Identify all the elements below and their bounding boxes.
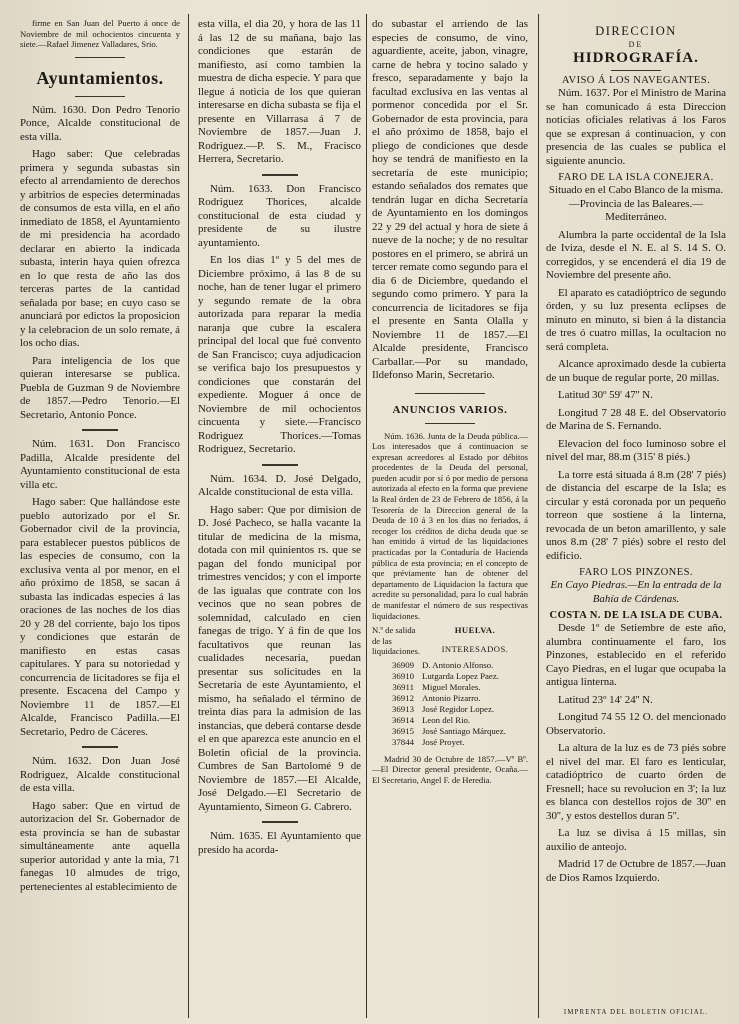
- printer-imprint: IMPRENTA DEL BOLETIN OFICIAL.: [563, 1009, 709, 1016]
- faro-conejera-elevation: Elevacion del foco luminoso sobre el nivel del mar, 88.m (315' 8 piés.): [546, 437, 726, 463]
- row-name: D. Antonio Alfonso.: [422, 659, 494, 670]
- faro-conejera-tower: La torre está situada á 8.m (28' 7 piés) de distancia del escarpe de la Isla; es circular y está coronada por un pequeño torreon que sostiene á la linterna, revocada de un beton amarillento, y sale unos 8.m (28' 7 piés) sobre el resto del edificio.: [546, 468, 726, 562]
- faro-conejera-heading: FARO DE LA ISLA CONEJERA.: [558, 172, 714, 183]
- row-name: José Regidor Lopez.: [422, 703, 495, 714]
- faro-pinzones-location: En Cayo Piedras.—En la entrada de la Bahía de Cárdenas.: [550, 579, 722, 605]
- row-number: 36912: [392, 692, 414, 703]
- row-name: Miguel Morales.: [422, 681, 481, 692]
- faro-pinzones-range: La luz se divisa á 15 millas, sin auxilio de anteojo.: [546, 827, 726, 853]
- notice-1637-body: Núm. 1637. Por el Ministro de Marina se han comunicado á esta Direccion noticias oficiales relativas á los Faros que se expresan á continuacion, y con presencia de las cuales se publica el siguiente anuncio.: [546, 87, 726, 167]
- notice-1633-heading: Núm. 1633. Don Francisco Rodriguez Thorices, alcalde constitucional de esta ciudad y presidente de su ilustre ayuntamiento.: [198, 182, 361, 249]
- costa-cuba-heading: COSTA N. DE LA ISLA DE CUBA.: [549, 610, 723, 621]
- row-name: Lutgarda Lopez Paez.: [422, 670, 499, 681]
- column-header-number: N.º de salida de las liquidaciones.: [372, 625, 420, 657]
- faro-conejera-p2: El aparato es catadióptrico de segundo órden, y su luz presenta eclipses de minuto en minuto, si bien á la distancia de tres ó cuatro millas, la ocultacion no será completa.: [546, 286, 726, 353]
- divider: [82, 429, 118, 431]
- table-row: [372, 737, 510, 748]
- table-row: [372, 660, 510, 671]
- divider: [262, 174, 298, 176]
- notice-1630-body: Hago saber: Que celebradas primera y segunda subastas sin efecto al arrendamiento de derechos y arbitrios de especies determinadas de consumos de esta villa, en el año inmediato de 1858, el Ayuntamiento de mi presidencia ha acordado declarar en abierto la indicada subasta, interin haya quien ofrezca en lo que resta de año las dos terceras partes de la cantidad señalada por base; en cuyo caso se anunciará por edictos la proposicion y la celebracion de un solo remate, á los ocho dias.: [20, 148, 180, 350]
- faro-conejera-longitude: Longitud 7 28 48 E. del Observatorio de Marina de S. Fernando.: [546, 406, 726, 432]
- notice-1636-closing: Madrid 30 de Octubre de 1857.—Vº Bº.—El Director general presidente, Ocaña.—El Secretario, Angel F. de Heredia.: [372, 753, 528, 785]
- table-row: [372, 715, 510, 726]
- notice-1630-heading: Núm. 1630. Don Pedro Tenorio Ponce, Alcalde constitucional de esta villa.: [20, 103, 180, 143]
- divider: [425, 423, 475, 424]
- list-header-right: [422, 625, 528, 657]
- divider: [82, 746, 118, 748]
- notice-1631-body: Hago saber: Que hallándose este pueblo autorizado por el Sr. Gobernador civil de la provincia, para establecer puestos públicos de las especies de consumo, con la exclusiva venta al por menor, en el año próximo de 1858, se sacan á subasta las indicadas especies á las oraciones de las noches de los dias 20 y 28 del corriente, bajo los tipos y condiciones que estarán de manifiesto en estas casas capitulares. Y para su notoriedad y concurrencia de licitadores se fija el presente. Escacena del Campo y Noviembre 11 de 1857.—El Alcalde, Francisco Padilla.—El Secretario, Pedro de Cáceres.: [20, 496, 180, 738]
- hidrografia-heading: HIDROGRAFÍA.: [573, 50, 699, 66]
- direccion-heading: DIRECCION: [595, 24, 677, 38]
- divider: [262, 464, 298, 466]
- notice-1631-heading: Núm. 1631. Don Francisco Padilla, Alcalde presidente del Ayuntamiento constitucional de esta villa etc.: [20, 438, 180, 491]
- faro-pinzones-signature: Madrid 17 de Octubre de 1857.—Juan de Dios Ramos Izquierdo.: [546, 858, 726, 884]
- divider: [75, 96, 125, 97]
- interesados-table: [372, 660, 510, 748]
- section-title-ayuntamientos: Ayuntamientos.: [36, 67, 164, 88]
- table-row: [372, 704, 510, 715]
- faro-pinzones-p1: Desde 1º de Setiembre de este año, alumbra continuamente el faro, los Pinzones, establecido en el referido Cayo Piedras, en el lugar que ocupaba la antigua linterna.: [546, 622, 726, 688]
- faro-pinzones-heading: FARO LOS PINZONES.: [579, 567, 693, 578]
- row-number: 36915: [392, 725, 414, 736]
- column-rule: [188, 14, 189, 1018]
- notice-1632-body: Hago saber: Que en virtud de autorizacion del Sr. Gobernador de esta provincia se han de subastar simultáneamente ante aquella superior autoridad y ante la mia, 71 fanegas 10 almudes de trigo, pertenecientes al establecimiento de: [20, 799, 180, 893]
- de-heading: DE: [628, 40, 644, 49]
- faro-pinzones-latitude: Latitud 23º 14' 24'' N.: [558, 693, 653, 706]
- row-name: José Santiago Márquez.: [422, 725, 506, 736]
- table-row: [372, 726, 510, 737]
- table-row: [372, 671, 510, 682]
- section-title-anuncios: ANUNCIOS VARIOS.: [392, 403, 508, 416]
- column-3: [372, 18, 528, 1014]
- column-1: [20, 18, 180, 1014]
- table-row: [372, 682, 510, 693]
- row-name: Leon del Rio.: [422, 714, 471, 725]
- divider: [611, 70, 661, 71]
- aviso-heading: AVISO Á LOS NAVEGANTES.: [561, 75, 711, 86]
- huelva-label: HUELVA.: [454, 625, 496, 636]
- divider: [262, 821, 298, 823]
- notice-1632-heading: Núm. 1632. Don Juan José Rodriguez, Alcalde constitucional de esta villa.: [20, 755, 180, 795]
- faro-conejera-p3: Alcance aproximado desde la cubierta de un buque de regular porte, 20 millas.: [546, 358, 726, 384]
- notice-1633-body: En los dias 1º y 5 del mes de Diciembre próximo, á las 8 de su noche, han de tener lugar el primero y segundo remate de la obra autorizada para reparar la media naranja que cubre la escalera principal del local que fué convento de San Francisco; cuya adjudicacion se verifica bajo los presupuestos y condiciones que constarán del expediente. Moguer á once de Noviembre de mil ochocientos cincuenta y siete.—Francisco Rodriguez Thorices.—Tomas Rodriguez, Secretario.: [198, 254, 361, 455]
- divider: [415, 393, 485, 394]
- list-header: [372, 625, 528, 657]
- notice-1635-continued: do subastar el arriendo de las especies de consumo, de vino, aguardiente, aceite, jabon, vinagre, carne de hebra y tocino salado y fresco, separadamente y bajo la facultad exclusiva en las ventas al pormenor concedida por el Sr. Gobernador de esta provincia, para el año próximo de 1858, bajo el pliego de condiciones que desde hoy se tendrá de manifiesto en la secretaría de este municipio; estando señalados dos remates que tendrán lugar en dicha Secretaría de Ayuntamiento en los domingos 22 y 29 del actual y hora de siete á nueve de la noche; y de no resultar postores en el primero, se abrirá un tercer remate como segundo para el dia 6 de Diciembre, quedando el segundo como primero. Y para la concurrencia de licitadores se fija el presente en Santa Olalla y Noviembre 11 de 1857.—El Alcalde presidente, Francisco Carballar.—Por su mandado, Ildefonso Marin, Secretario.: [372, 18, 528, 381]
- row-number: 36914: [392, 714, 414, 725]
- faro-pinzones-longitude: Longitud 74 55 12 O. del mencionado Observatorio.: [546, 711, 726, 737]
- faro-conejera-p1: Alumbra la parte occidental de la Isla de Iviza, desde el N. E. al S. 14 S. O. corregidos, y se encenderá el dia 19 de Noviembre del presente año.: [546, 228, 726, 281]
- column-header-interesados: INTERESADOS.: [441, 643, 509, 654]
- row-name: José Proyet.: [422, 736, 465, 747]
- notice-1634-body: Hago saber: Que por dimision de D. José Pacheco, se halla vacante la titular de medicina de la misma, dotada con mil quinientos rs. que se pagan del fondo municipal por trimestres vencidos; y con el importe de las igualas que contrate con los vecinos que no sean pobres de solemnidad, calculado en cien fanegas de trigo. Y á fin de que los facultativos que reunan las cualidades necesaria, puedan presentar sus solicitudes en la Secretaría de este Ayuntamiento, el mismo, ha señalado el término de treinta dias para la admision de las instancias, que deberá contarse desde el en que aparezca este anuncio en el Boletin oficial de la provincia. Cumbres de San Bartolomé 9 de Noviembre de 1857.—El Alcalde, José Delgado.—El Secretario de Ayuntamiento, Simeon G. Cabrero.: [198, 503, 361, 813]
- faro-conejera-latitude: Latitud 30º 59' 47'' N.: [558, 389, 653, 401]
- row-number: 37844: [392, 736, 414, 747]
- notice-1630-closing: Para inteligencia de los que quieran interesarse se publica. Puebla de Guzman 9 de Noviembre de 1857.—Pedro Tenorio.—El Secretario, Antonio Ponce.: [20, 354, 180, 421]
- faro-pinzones-height: La altura de la luz es de 73 piés sobre el nivel del mar. El faro es lenticular, catadióptrico de cuarto órden de Fresnell; hace su revolucion en 3'; la luz es blanca con destellos rojos de 30'' en 30'', y estos destellos duran 5''.: [546, 742, 726, 822]
- intro-text: firme en San Juan del Puerto á once de Noviembre de mil ochocientos cincuenta y siete.—Rafael Jimenez Valladares, Srio.: [20, 18, 180, 50]
- row-number: 36913: [392, 703, 414, 714]
- row-name: Antonio Pizarro.: [422, 692, 481, 703]
- notice-1634-heading: Núm. 1634. D. José Delgado, Alcalde constitucional de esta villa.: [198, 472, 361, 498]
- faro-conejera-location: Situado en el Cabo Blanco de la misma.—Provincia de las Baleares.—Mediterráneo.: [548, 184, 724, 223]
- row-number: 36910: [392, 670, 414, 681]
- table-row: [372, 693, 510, 704]
- notice-1632-continued: esta villa, el dia 20, y hora de las 11 á las 12 de su mañana, bajo las condiciones que estarán de manifiesto, así como tambien la muestra de dicha especie. Y para que llegue á noticia de los que quieran interesarse en dicha subasta se fija el presente en Villarrasa á 7 de Noviembre de 1857.—Juan J. Rodriguez.—P. S. M., Fracisco Herrera, Secretario.: [198, 18, 361, 165]
- notice-1636-body: Núm. 1636. Junta de la Deuda pública.—Los interesados que á continuacion se expresan acreedores al Estado por débitos procedentes de la Deuda del personal, pueden acudir por sí ó por medio de persona autorizada al efecto en la forma que previene la Real órden de 23 de Febrero de 1856, á la Tesorería de la Direccion general de la Deuda de 10 á 3 en los dias no feriados, á recoger los créditos de dicha deuda que se han emitido á virtud de las liquidaciones practicadas por la Contaduría de Hacienda pública de esta provincia; en el concepto de que préviamente han de obtener del departamento de Liquidacion la factura que acredite su personalidad, para lo cual habrán de manifestar el número de sus respectivas liquidaciones.: [372, 430, 528, 621]
- column-2: [198, 18, 361, 1014]
- column-4: [546, 18, 726, 1014]
- notice-1635-start: Núm. 1635. El Ayuntamiento que presido ha acorda-: [198, 830, 361, 856]
- row-number: 36909: [392, 659, 414, 670]
- column-rule: [538, 14, 539, 1018]
- divider: [75, 57, 125, 58]
- row-number: 36911: [392, 681, 414, 692]
- column-rule: [366, 14, 367, 1018]
